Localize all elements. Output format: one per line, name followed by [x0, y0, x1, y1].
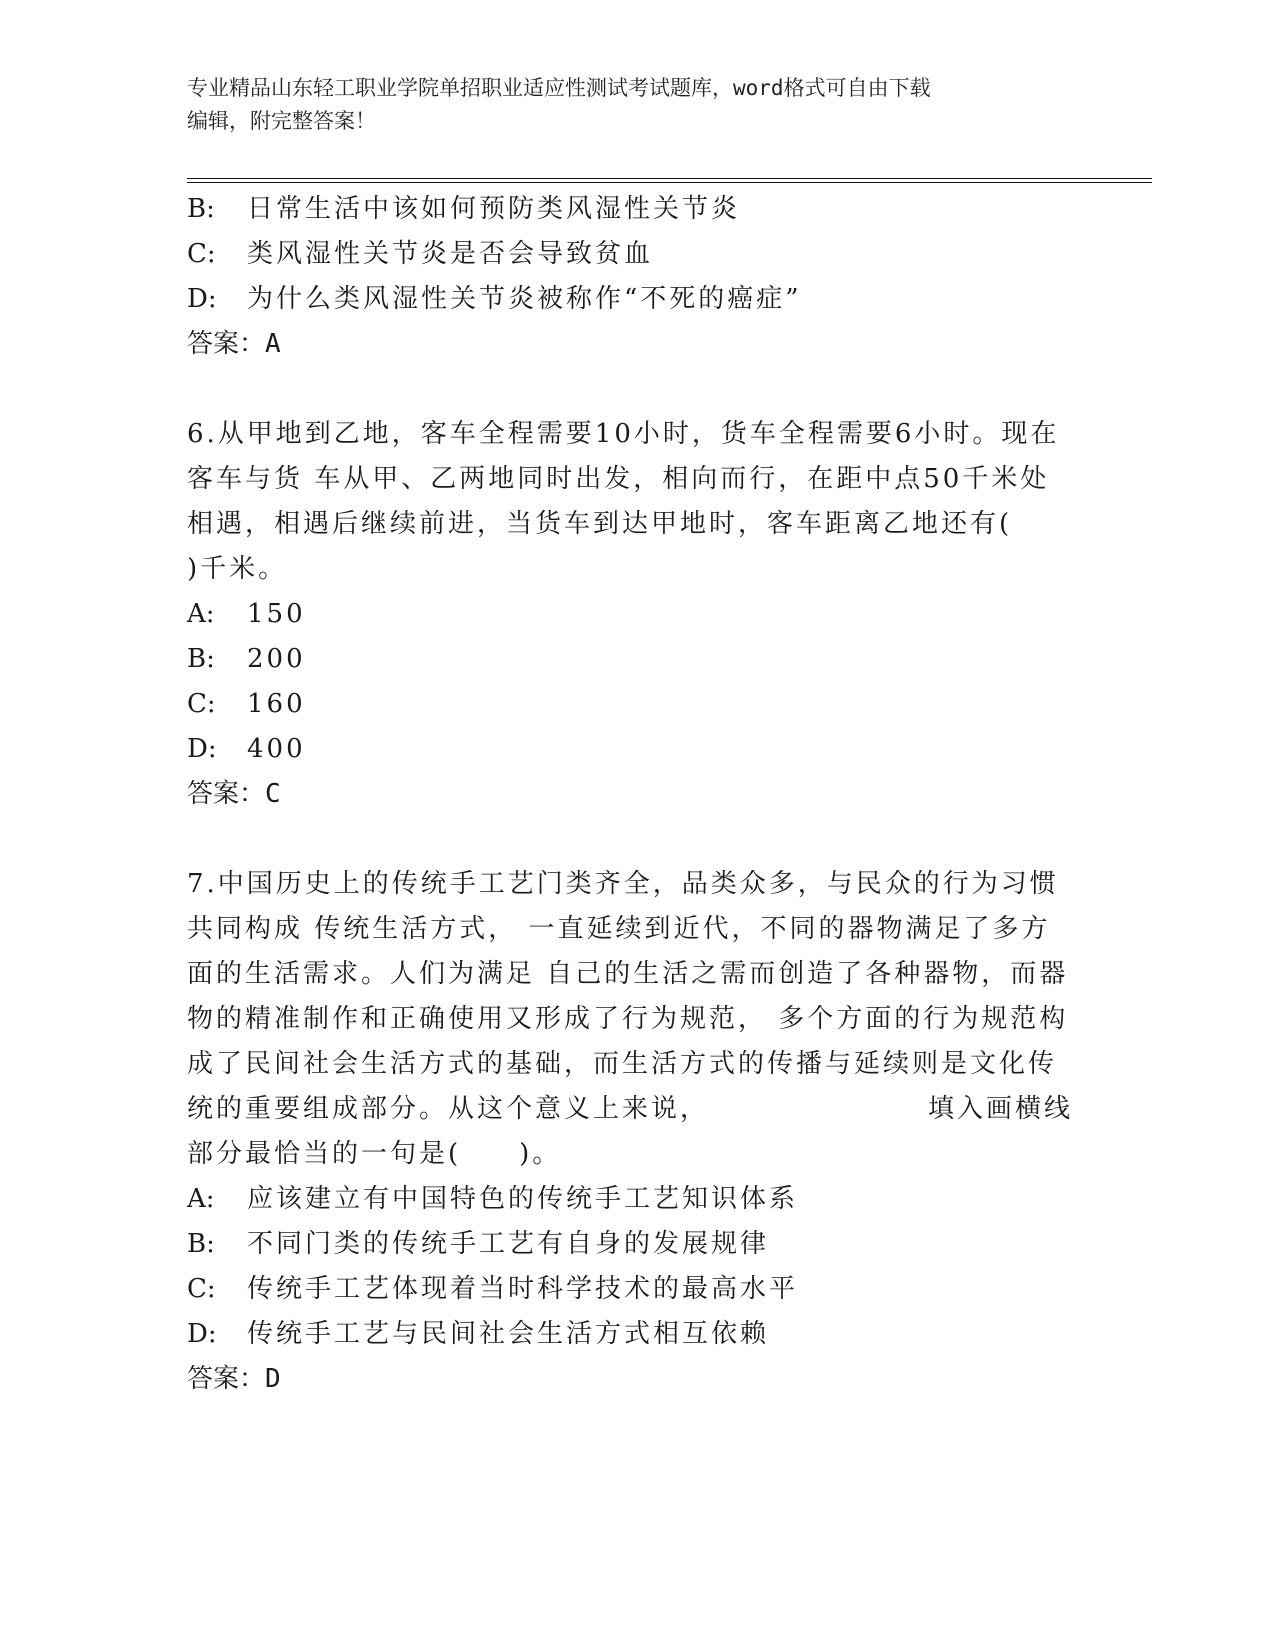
option-letter: C:: [187, 239, 216, 269]
q7-option-d: [187, 1317, 769, 1351]
q6-option-b: [187, 642, 306, 676]
q6-answer: [187, 777, 281, 811]
q5-answer: [187, 327, 281, 361]
option-text: 传统手工艺与民间社会生活方式相互依赖: [247, 1319, 770, 1349]
option-letter: D:: [187, 734, 217, 764]
document-header: [187, 72, 1087, 138]
q7-stem-line-5: 成了民间社会生活方式的基础，而生活方式的传播与延续则是文化传: [187, 1049, 1058, 1079]
q6-stem-line-3: 相遇，相遇后继续前进，当货车到达甲地时，客车距离乙地还有(: [187, 509, 1013, 539]
option-text: 不同门类的传统手工艺有自身的发展规律: [247, 1229, 770, 1259]
option-letter: A:: [187, 599, 215, 629]
option-text: 150: [247, 599, 306, 629]
q5-option-d: [187, 282, 802, 316]
q7-stem-line-6: 统的重要组成部分。从这个意义上来说， 填入画横线: [187, 1094, 1074, 1124]
q5-option-b: [187, 192, 740, 226]
q6-option-d: [187, 732, 306, 766]
answer-value: C: [265, 779, 281, 809]
header-line-1: 专业精品山东轻工职业学院单招职业适应性测试考试题库，word格式可自由下载: [187, 76, 931, 100]
option-letter: C:: [187, 1274, 216, 1304]
option-letter: B:: [187, 194, 215, 224]
option-text: 日常生活中该如何预防类风湿性关节炎: [247, 194, 741, 224]
option-text: 传统手工艺体现着当时科学技术的最高水平: [247, 1274, 799, 1304]
q6-stem-line-2: 客车与货 车从甲、乙两地同时出发，相向而行，在距中点50千米处: [187, 464, 1050, 494]
answer-value: D: [265, 1364, 281, 1394]
header-line-2: 编辑，附完整答案！: [187, 109, 376, 133]
answer-value: A: [265, 329, 281, 359]
option-letter: D:: [187, 284, 217, 314]
q5-option-c: [187, 237, 653, 271]
header-divider-bottom: [187, 182, 1152, 183]
option-text: 160: [247, 689, 306, 719]
option-text: 类风湿性关节炎是否会导致贫血: [247, 239, 654, 269]
q7-answer: [187, 1362, 281, 1396]
q7-stem-line-2: 共同构成 传统生活方式， 一直延续到近代，不同的器物满足了多方: [187, 914, 1051, 944]
option-letter: B:: [187, 1229, 215, 1259]
option-text: 200: [247, 644, 306, 674]
option-letter: A:: [187, 1184, 215, 1214]
q7-option-b: [187, 1227, 769, 1261]
q6-stem-line-1: 6.从甲地到乙地，客车全程需要10小时，货车全程需要6小时。现在: [187, 419, 1060, 449]
q6-stem-line-4: )千米。: [187, 554, 288, 584]
q6-option-c: [187, 687, 306, 721]
q7-stem-line-3: 面的生活需求。人们为满足 自己的生活之需而创造了各种器物，而器: [187, 959, 1069, 989]
answer-label: 答案：: [187, 1364, 266, 1394]
q7-stem-line-1: 7.中国历史上的传统手工艺门类齐全，品类众多，与民众的行为习惯: [187, 869, 1059, 899]
option-text: 400: [247, 734, 306, 764]
q7-stem-line-7: 部分最恰当的一句是( )。: [187, 1139, 562, 1169]
answer-label: 答案：: [187, 329, 266, 359]
q7-option-c: [187, 1272, 798, 1306]
option-letter: D:: [187, 1319, 217, 1349]
option-letter: C:: [187, 689, 216, 719]
q7-stem-line-4: 物的精准制作和正确使用又形成了行为规范， 多个方面的行为规范构: [187, 1004, 1069, 1034]
option-letter: B:: [187, 644, 215, 674]
q7-option-a: [187, 1182, 798, 1216]
q6-option-a: [187, 597, 306, 631]
answer-label: 答案：: [187, 779, 266, 809]
header-divider-top: [187, 178, 1152, 179]
option-text: 应该建立有中国特色的传统手工艺知识体系: [247, 1184, 799, 1214]
option-text: 为什么类风湿性关节炎被称作“不死的癌症”: [247, 284, 802, 314]
